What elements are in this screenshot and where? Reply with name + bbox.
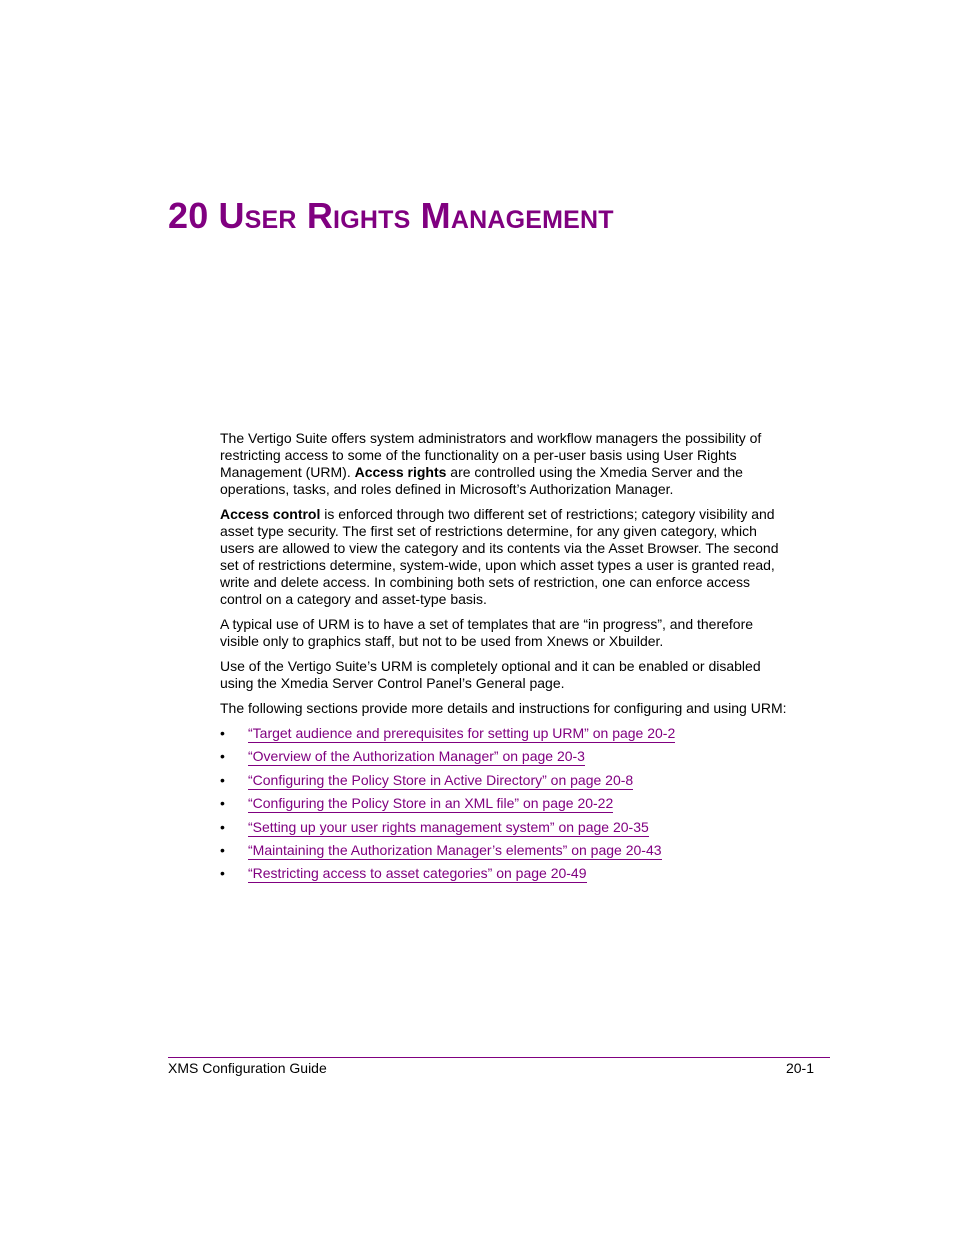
bullet: • [220, 795, 225, 812]
list-item [220, 842, 792, 865]
chapter-title [168, 194, 614, 238]
bullet: • [220, 865, 225, 882]
link-authorization-manager-overview[interactable]: “Overview of the Authorization Manager” on page 20-3 [248, 748, 585, 765]
chapter-body [220, 430, 792, 889]
bullet: • [220, 841, 225, 858]
footer-page-number: 20-1 [785, 1060, 814, 1076]
list-item [220, 819, 792, 842]
list-item [220, 772, 792, 795]
footer-divider [168, 1057, 830, 1058]
intro-bold-term: Access rights [354, 464, 447, 480]
bullet: • [220, 748, 225, 765]
intro-paragraph [220, 430, 792, 498]
access-control-paragraph [220, 506, 792, 608]
access-control-text: is enforced through two different set of restrictions; category visibility and asset type security. The first set of restrictions determine, for any given category, which users are allowed to view the category and its contents via the Asset Browser. The second set of restrictions determine, system-wide, upon which asset types a user is granted read, write and delete access. In combining both sets of restriction, one can enforce access control on a category and asset-type basis. [220, 506, 779, 607]
list-item [220, 865, 792, 888]
chapter-name: User Rights Management [218, 195, 614, 236]
access-control-bold-term: Access control [220, 506, 321, 522]
link-setting-up-urm[interactable]: “Setting up your user rights management system” on page 20-35 [248, 818, 649, 835]
bullet: • [220, 818, 225, 835]
section-link-list [220, 725, 792, 889]
link-restricting-categories[interactable]: “Restricting access to asset categories” on page 20-49 [248, 865, 587, 882]
list-item [220, 748, 792, 771]
footer-guide-title: XMS Configuration Guide [168, 1060, 327, 1076]
list-item [220, 795, 792, 818]
optional-use-paragraph: Use of the Vertigo Suite’s URM is completely optional and it can be enabled or disabled using the Xmedia Server Control Panel’s General page. [220, 658, 761, 691]
bullet: • [220, 771, 225, 788]
link-target-audience[interactable]: “Target audience and prerequisites for setting up URM” on page 20-2 [248, 725, 676, 741]
bullet: • [220, 725, 225, 741]
chapter-number: 20 [168, 195, 209, 236]
link-maintaining-elements[interactable]: “Maintaining the Authorization Manager’s elements” on page 20-43 [248, 841, 662, 858]
link-policy-store-active-directory[interactable]: “Configuring the Policy Store in Active Directory” on page 20-8 [248, 771, 634, 788]
sections-intro-paragraph: The following sections provide more details and instructions for configuring and using URM: [220, 700, 787, 716]
list-item [220, 725, 792, 748]
intro-text-1: The Vertigo Suite offers system administrators and workflow managers the possibility of restricting access to some of the functionality on a per-user basis using User Rights Management (URM). [220, 430, 762, 480]
link-policy-store-xml[interactable]: “Configuring the Policy Store in an XML file” on page 20-22 [248, 795, 614, 812]
intro-text-2: are controlled using the Xmedia Server and the operations, tasks, and roles defined in Microsoft’s Authorization Manager. [220, 464, 743, 497]
typical-use-paragraph: A typical use of URM is to have a set of templates that are “in progress”, and therefore visible only to graphics staff, but not to be used from Xnews or Xbuilder. [220, 616, 754, 649]
